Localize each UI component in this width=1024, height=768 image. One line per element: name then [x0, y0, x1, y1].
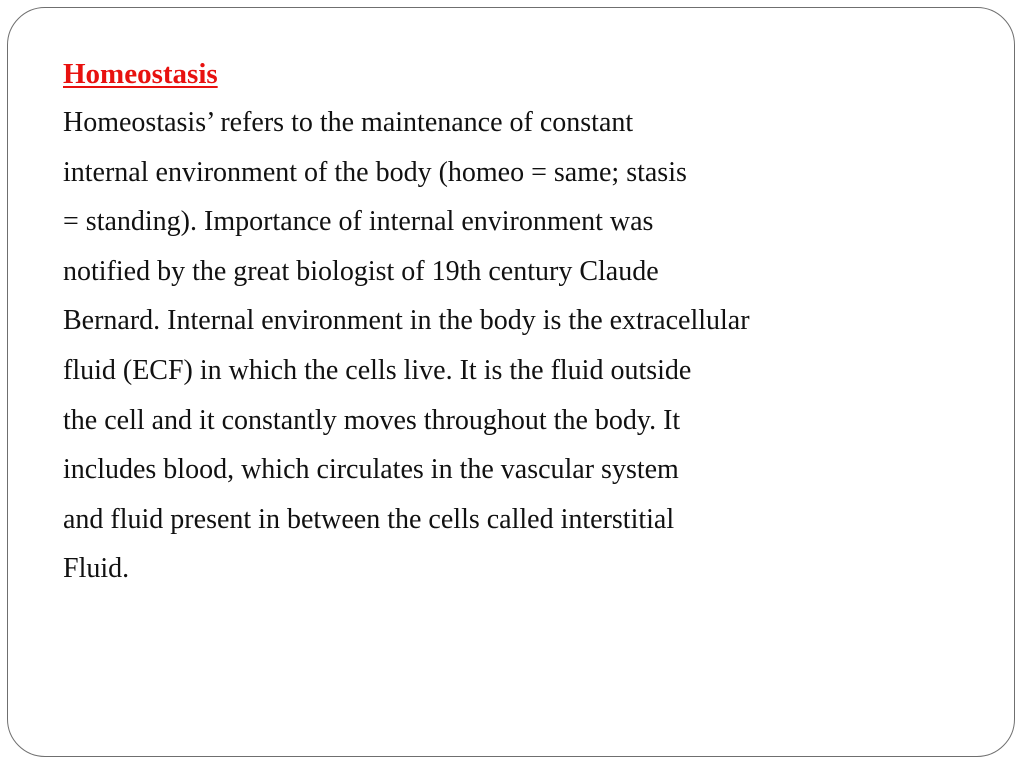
- body-line: fluid (ECF) in which the cells live. It is the fluid outside: [63, 354, 692, 386]
- slide-content: [63, 50, 963, 594]
- body-line: includes blood, which circulates in the vascular system: [63, 454, 679, 486]
- body-text: [63, 98, 963, 594]
- body-line: = standing). Importance of internal environment was: [63, 206, 654, 238]
- body-line: notified by the great biologist of 19th century Claude: [63, 255, 659, 287]
- slide-title: Homeostasis: [63, 58, 218, 90]
- body-line: the cell and it constantly moves throughout the body. It: [63, 404, 681, 436]
- body-line: and fluid present in between the cells called interstitial: [63, 503, 675, 535]
- body-line: Homeostasis’ refers to the maintenance of constant: [63, 107, 634, 138]
- body-line: Bernard. Internal environment in the body is the extracellular: [63, 305, 750, 337]
- body-line: Fluid.: [63, 553, 130, 585]
- body-line: internal environment of the body (homeo = same; stasis: [63, 156, 687, 188]
